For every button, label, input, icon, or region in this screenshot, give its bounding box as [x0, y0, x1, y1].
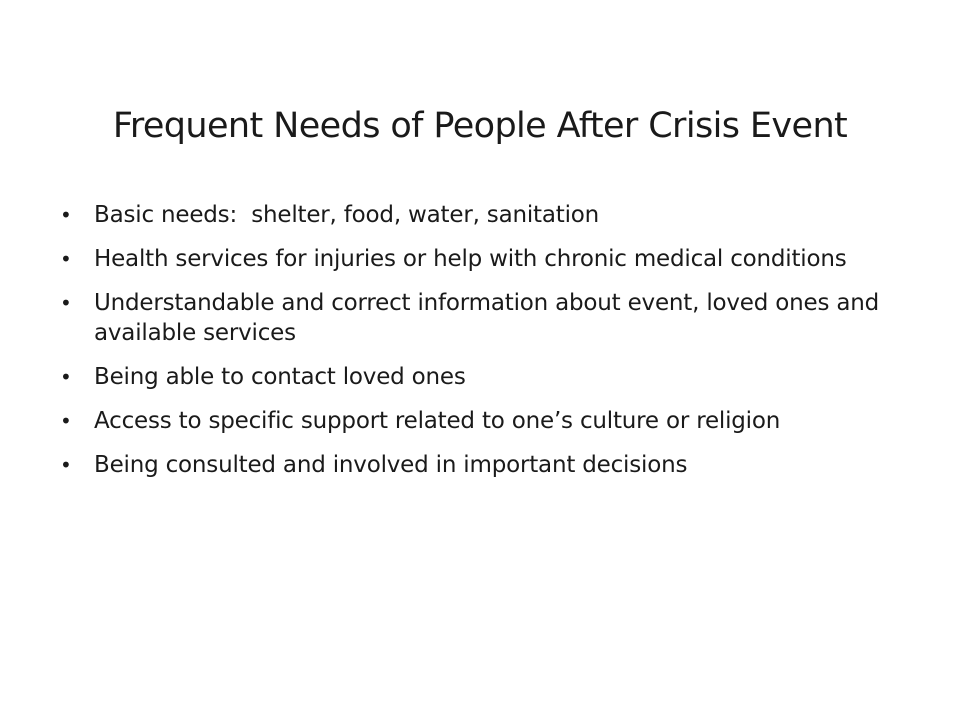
bullet-item [58, 450, 908, 480]
bullet-item [58, 406, 908, 436]
bullet-icon: • [60, 365, 72, 389]
bullet-item [58, 362, 908, 392]
bullet-icon: • [60, 409, 72, 433]
bullet-text: Being consulted and involved in important decisions [94, 452, 688, 478]
bullet-icon: • [60, 291, 72, 315]
bullet-text: Being able to contact loved ones [94, 364, 466, 390]
bullet-text: Access to specific support related to one’s culture or religion [94, 408, 781, 434]
bullet-item [58, 244, 908, 274]
bullet-item [58, 288, 908, 348]
bullet-text: Basic needs: shelter, food, water, sanitation [94, 202, 600, 228]
bullet-icon: • [60, 203, 72, 227]
bullet-icon: • [60, 247, 72, 271]
slide-title: Frequent Needs of People After Crisis Event [112, 106, 848, 146]
bullet-text: Understandable and correct information about event, loved ones and available services [94, 290, 880, 346]
bullet-text: Health services for injuries or help with chronic medical conditions [94, 246, 847, 272]
bullet-list [58, 200, 908, 494]
bullet-item [58, 200, 908, 230]
bullet-icon: • [60, 453, 72, 477]
